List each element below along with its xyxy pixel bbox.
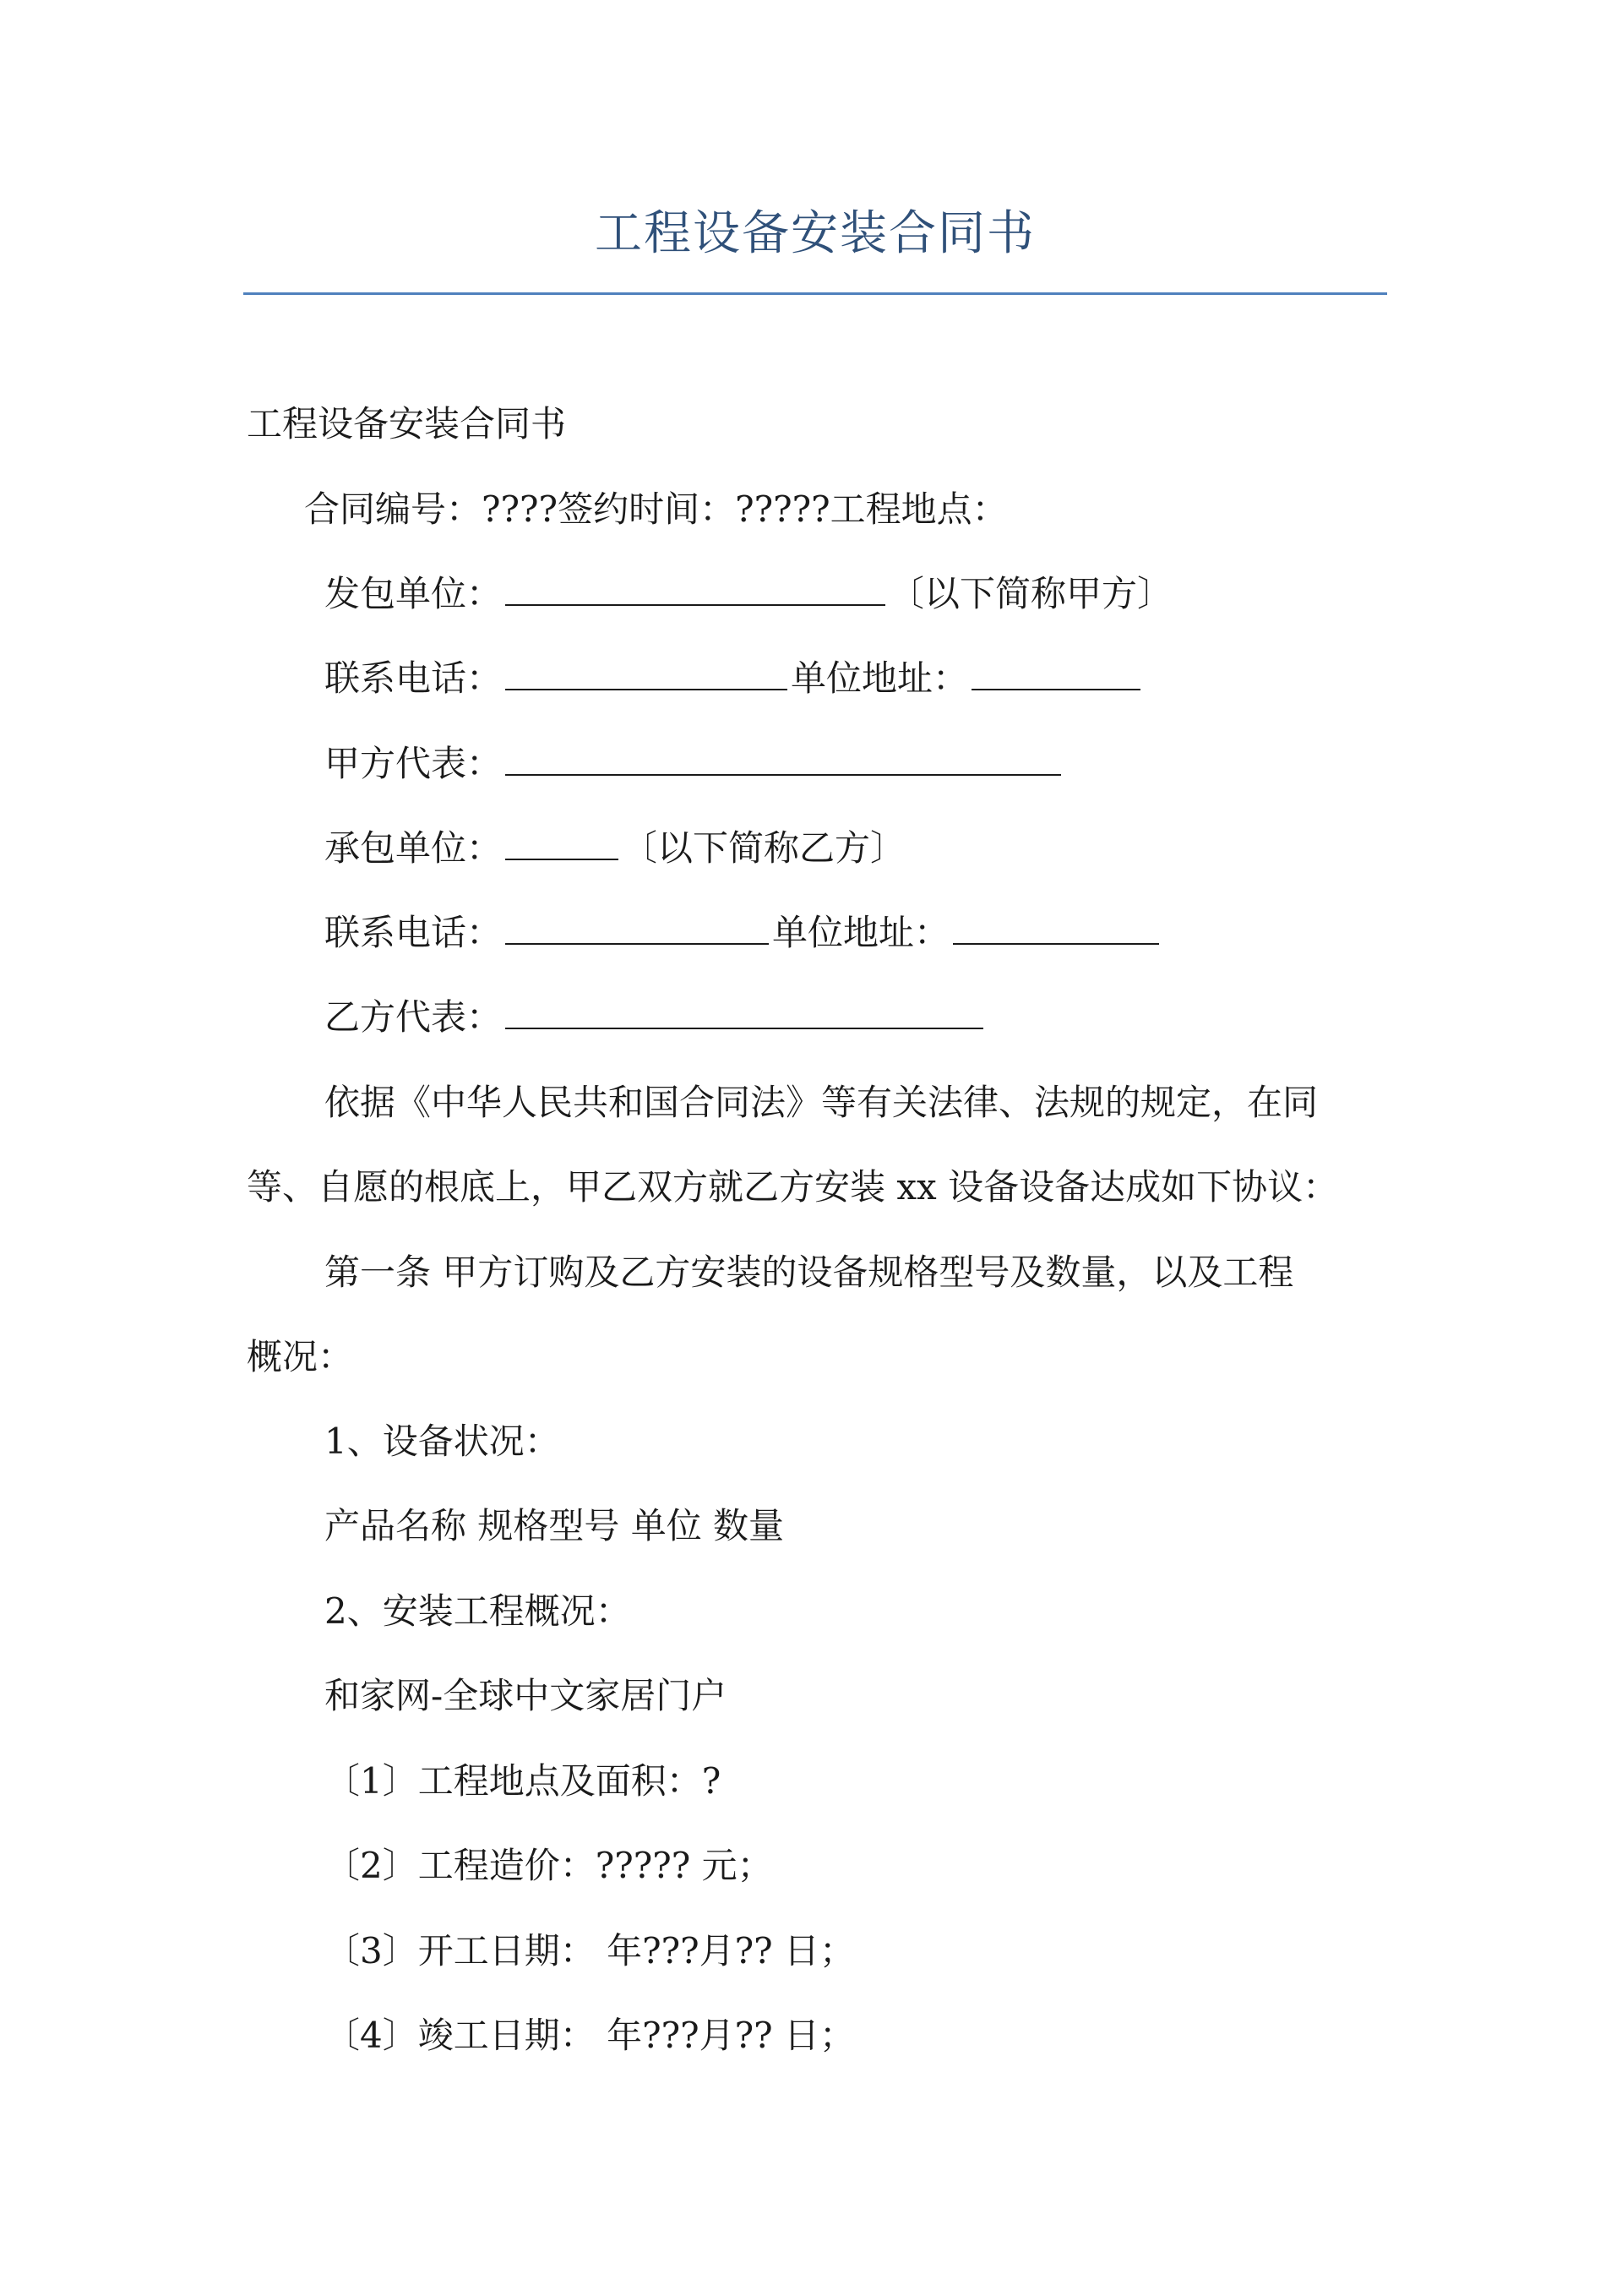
article1-line2: 概况： [247,1336,354,1377]
party-b-unit-line [324,823,906,874]
item-site-area: 〔1〕工程地点及面积：? [324,1760,721,1802]
party-b-unit-label: 承包单位： [324,827,503,869]
party-a-unit-label: 发包单位： [324,573,503,614]
contract-info-line: 合同编号：????签约时间：?????工程地点： [304,488,1008,530]
equipment-status-heading: 1、设备状况： [324,1421,560,1462]
party-a-address-blank[interactable] [972,658,1140,690]
party-b-address-label: 单位地址： [772,912,950,953]
party-b-address-blank[interactable] [953,913,1159,945]
equipment-columns: 产品名称 规格型号 单位 数量 [324,1505,785,1546]
party-b-unit-blank[interactable] [505,828,618,860]
item-start-date: 〔3〕开工日期： 年???月?? 日； [324,1930,856,1972]
article1-line1: 第一条 甲方订购及乙方安装的设备规格型号及数量，以及工程 [324,1252,1294,1293]
party-a-address-label: 单位地址： [791,657,969,699]
party-b-unit-suffix: 〔以下简称乙方〕 [622,827,906,869]
party-b-phone-blank[interactable] [505,913,769,945]
party-a-rep-blank[interactable] [505,744,1061,776]
party-b-rep-label: 乙方代表： [324,996,503,1038]
party-a-phone-line [324,653,1144,704]
party-a-unit-suffix: 〔以下简称甲方〕 [889,573,1173,614]
basis-paragraph-line2: 等、自愿的根底上，甲乙双方就乙方安装 xx 设备设备达成如下协议： [247,1166,1339,1208]
site-name: 和家网-全球中文家居门户 [324,1675,727,1716]
item-cost: 〔2〕工程造价：????? 元； [324,1845,773,1886]
contract-heading: 工程设备安装合同书 [247,403,567,444]
party-a-rep-line [324,739,1064,789]
party-b-phone-label: 联系电话： [324,912,503,953]
title-divider [243,292,1387,295]
party-b-rep-line [324,992,987,1043]
document-title: 工程设备安装合同书 [595,206,1036,261]
item-completion-date: 〔4〕竣工日期： 年???月?? 日； [324,2015,856,2056]
party-a-phone-label: 联系电话： [324,657,503,699]
basis-paragraph-line1: 依据《中华人民共和国合同法》等有关法律、法规的规定，在同 [324,1082,1319,1123]
party-b-phone-line [324,908,1162,958]
party-a-phone-blank[interactable] [505,658,787,690]
party-a-rep-label: 甲方代表： [324,743,503,784]
party-a-unit-line [324,569,1173,619]
party-b-rep-blank[interactable] [505,997,983,1029]
install-overview-heading: 2、安装工程概况： [324,1590,631,1632]
party-a-unit-blank[interactable] [505,574,885,606]
